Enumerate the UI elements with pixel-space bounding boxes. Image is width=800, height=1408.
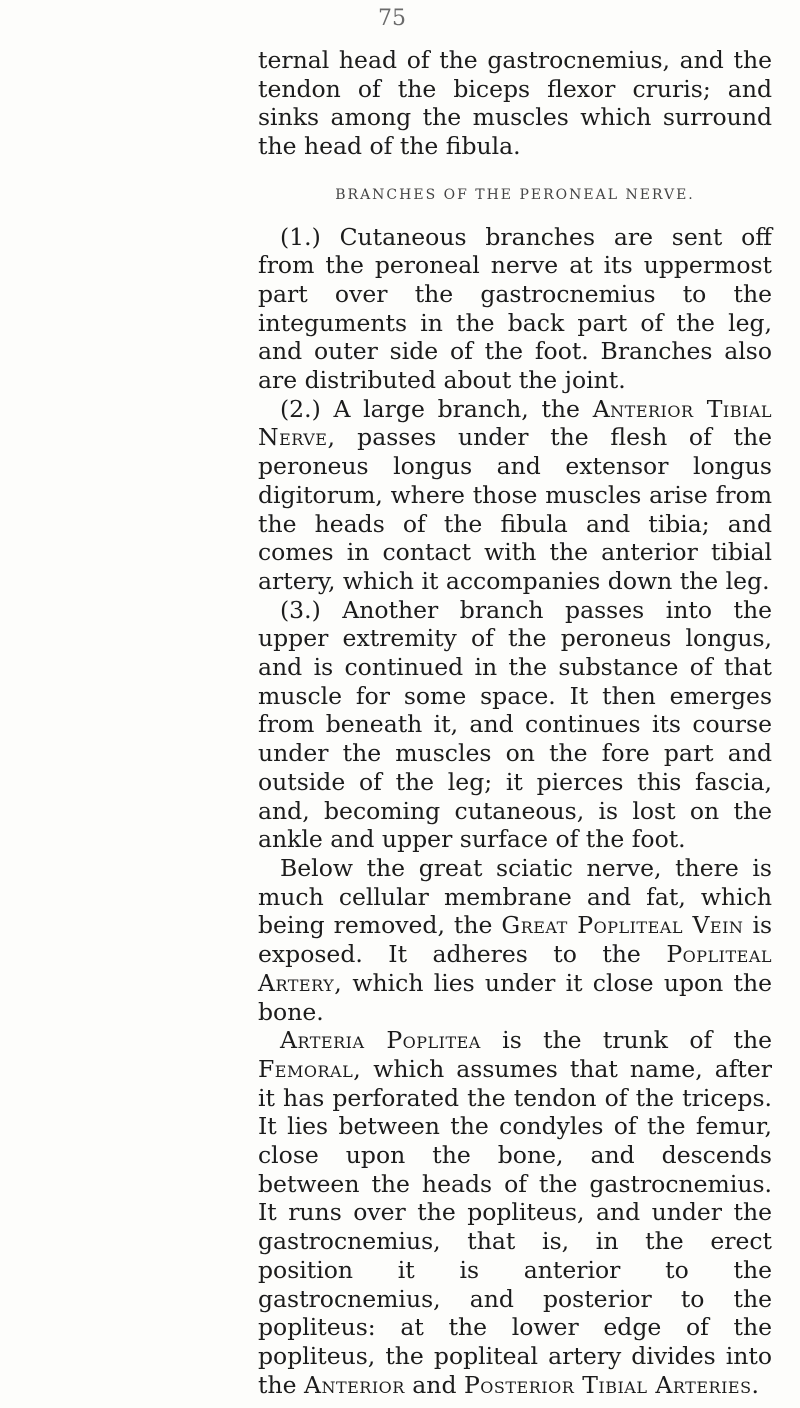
paragraph-text: which lies under it close upon the bone. xyxy=(258,968,772,1026)
section-heading: BRANCHES OF THE PERONEAL NERVE. xyxy=(335,186,695,203)
paragraph-text: is the trunk of the xyxy=(480,1026,772,1055)
paragraph-popliteal-vein xyxy=(258,854,772,1026)
paragraph-text: Below the great sciatic nerve, there is much cellular membrane and fat, which being removed, the xyxy=(258,853,772,940)
anatomical-term: Femoral, xyxy=(258,1054,362,1083)
anatomical-term: Great Popliteal Vein xyxy=(501,911,744,940)
anatomical-term: Posterior Tibial Arteries xyxy=(463,1370,752,1399)
paragraph-text: is exposed. It adheres to the xyxy=(258,911,773,969)
paragraph-text: which assumes that name, after it has perforated the tendon of the triceps. It lies between the condyles of the femur, close upon the bone, and descends between the heads of the gastrocnemius. It runs over the popliteus, and under the gastrocnemius, that is, in the erect position it is anterior to the gastrocnemius, and posterior to the popliteus: at the lower edge of the popliteus, the popliteal artery divides into the xyxy=(258,1054,772,1399)
anatomical-term: Anterior Tibial Nerve, xyxy=(258,394,773,452)
paragraph-cutaneous-branches: (1.) Cutaneous branches are sent off from the peroneal nerve at its uppermost part over the gastrocnemius to the integuments in the back part of the leg, and outer side of the foot. Branches also are distributed about the joint. xyxy=(258,222,772,395)
paragraph-text: passes under the flesh of the peroneus longus and extensor longus digitorum, where those muscles arise from the heads of the fibula and tibia; and comes in contact with the anterior tibial artery, which it accompanies down the leg. xyxy=(258,423,772,595)
paragraph-text: (2.) A large branch, the xyxy=(280,394,593,423)
body-text xyxy=(258,46,772,1399)
paragraph-anterior-tibial-nerve xyxy=(258,395,772,596)
page-number: 75 xyxy=(378,6,406,31)
opening-paragraph: ternal head of the gastrocnemius, and the tendon of the biceps flexor cruris; and sinks among the muscles which surround the head of the fibula. xyxy=(258,46,772,161)
paragraph-arteria-poplitea xyxy=(258,1026,772,1399)
paragraph-third-branch: (3.) Another branch passes into the upper extremity of the peroneus longus, and is continued in the substance of that muscle for some space. It then emerges from beneath it, and continues its course under the muscles on the fore part and outside of the leg; it pierces this fascia, and, becoming cutaneous, is lost on the ankle and upper surface of the foot. xyxy=(258,595,772,854)
paragraph-text: . xyxy=(751,1370,760,1399)
anatomical-term: Anterior xyxy=(303,1370,405,1399)
paragraph-text: and xyxy=(404,1370,464,1399)
anatomical-term: Popliteal Artery, xyxy=(258,940,772,997)
anatomical-term: Arteria Poplitea xyxy=(280,1026,481,1055)
